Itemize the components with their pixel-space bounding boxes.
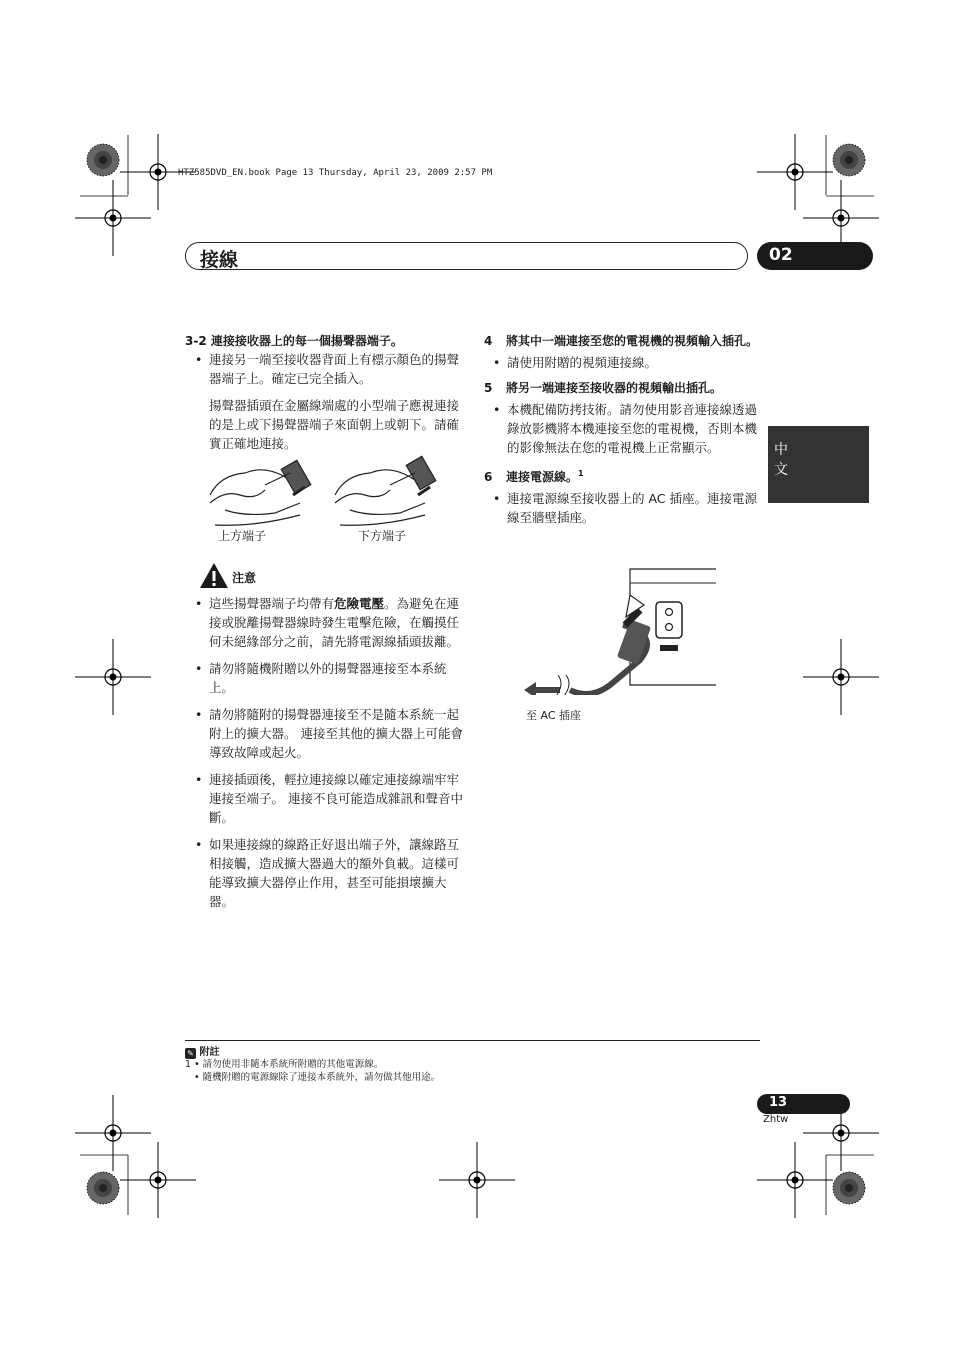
notes-label: 附註 xyxy=(199,1047,220,1058)
caution-list xyxy=(195,594,463,919)
caption-lower-terminal: 下方端子 xyxy=(358,529,407,543)
bullet-text: 本機配備防拷技術。請勿使用影音連接線透過錄放影機將本機連接至您的電視機，否則本機的影像無法在您的電視機上正常顯示。 xyxy=(507,402,758,455)
list-item xyxy=(493,489,760,527)
bullet-text: 請勿將隨機附贈以外的揚聲器連接至本系統上。 xyxy=(209,661,447,695)
step-number: 5 xyxy=(484,381,493,395)
bullet-text: 連接插頭後，輕拉連接線以確定連接線端牢牢連接至端子。 連接不良可能造成雜訊和聲音中斷。 xyxy=(209,772,463,825)
right-column xyxy=(484,333,760,535)
step-4-heading xyxy=(484,333,760,350)
page-title: 接線 xyxy=(200,249,239,271)
step-number: 4 xyxy=(484,334,493,348)
note-line-2: • 隨機附贈的電源線除了連接本系統外，請勿做其他用途。 xyxy=(194,1072,441,1083)
upper-terminal-drawing xyxy=(210,460,311,525)
paragraph: 揚聲器插頭在金屬線端處的小型端子應視連接的是上或下揚聲器端子來面朝上或朝下。請確實正確地連接。 xyxy=(209,398,460,451)
list-item xyxy=(493,353,760,372)
list-item xyxy=(493,400,760,457)
divider xyxy=(185,1040,760,1041)
notes-heading xyxy=(185,1043,219,1059)
speaker-terminal-illustration xyxy=(205,455,465,530)
note-icon: ✎ xyxy=(185,1048,196,1059)
list-item xyxy=(195,659,463,697)
ac-connection-illustration xyxy=(520,565,720,695)
step-number: 6 xyxy=(484,470,493,484)
left-column xyxy=(185,333,463,453)
ac-outlet-caption: 至 AC 插座 xyxy=(526,709,582,722)
page-language: Zhtw xyxy=(763,1114,789,1125)
list-item xyxy=(195,705,463,762)
warning-icon xyxy=(199,562,229,589)
bullet-text: 請勿將隨附的揚聲器連接至不是隨本系統一起附上的擴大器。 連接至其他的擴大器上可能會導致故障或起火。 xyxy=(209,707,463,760)
step-6-heading xyxy=(484,465,760,486)
caution-text-pre: 這些揚聲器端子均帶有 xyxy=(209,596,335,611)
step-text: 將其中一端連接至您的電視機的視頻輸入插孔。 xyxy=(506,334,759,348)
caption-upper-terminal: 上方端子 xyxy=(218,529,267,543)
list-item xyxy=(195,594,463,651)
language-tab-line2: 文 xyxy=(774,462,788,478)
header-bar xyxy=(185,242,748,270)
chapter-badge: 02 xyxy=(757,242,873,270)
note-line-1: 1 • 請勿使用非隨本系統所附贈的其他電源線。 xyxy=(185,1059,384,1070)
language-tab-line1: 中 xyxy=(774,442,788,458)
bullet-text: 連接電源線至接收器上的 AC 插座。連接電源線至牆壁插座。 xyxy=(507,491,758,525)
list-item xyxy=(195,835,463,911)
language-tab xyxy=(768,426,869,503)
list-item xyxy=(195,350,463,388)
bullet-text: 如果連接線的線路正好退出端子外，讓線路互相接觸，造成擴大器過大的額外負載。這樣可能導致擴大器停止作用，甚至可能損壞擴大器。 xyxy=(209,837,460,909)
file-header: HTZ585DVD_EN.book Page 13 Thursday, April 23, 2009 2:57 PM xyxy=(178,168,493,178)
bullet-text: 連接另一端至接收器背面上有標示顏色的揚聲器端子上。確定已完全插入。 xyxy=(209,352,460,386)
caution-text-bold: 危險電壓 xyxy=(334,596,385,611)
list-item xyxy=(195,770,463,827)
lower-terminal-drawing xyxy=(335,456,436,525)
step-text: 將另一端連接至接收器的視頻輸出插孔。 xyxy=(506,381,723,395)
caution-label: 注意 xyxy=(232,571,257,585)
caution-text-post: 。為避免在連接或脫離揚聲器線時發生電擊危險，在觸摸任何未絕緣部分之前，請先將電源線插頭拔離。 xyxy=(209,596,460,649)
footnote-ref: 1 xyxy=(578,469,584,478)
step-text: 連接電源線。 xyxy=(506,470,579,484)
page-number: 13 xyxy=(757,1094,850,1114)
step-5-heading xyxy=(484,380,760,397)
section-heading: 3-2 連接接收器上的每一個揚聲器端子。 xyxy=(185,334,403,348)
bullet-text: 請使用附贈的視頻連接線。 xyxy=(507,355,658,370)
